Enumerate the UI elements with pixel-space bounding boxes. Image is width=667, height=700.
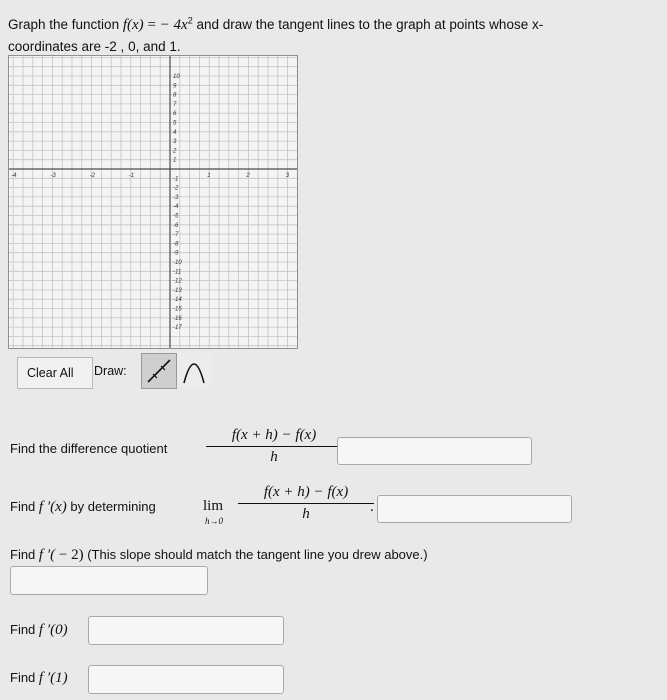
y-tick-label: 8: [173, 92, 177, 99]
difference-quotient-fraction: [206, 427, 342, 466]
limit-numerator: f(x + h) − f(x): [263, 484, 349, 500]
y-tick-label: -11: [173, 269, 182, 276]
q5-find: Find: [10, 670, 36, 685]
y-tick-label: -8: [173, 241, 179, 248]
limit-denominator: h: [302, 506, 310, 522]
y-tick-label: -1: [173, 176, 179, 183]
dq-numerator: f(x + h) − f(x): [231, 427, 317, 443]
q2-fprime: f ′(x): [38, 499, 67, 515]
fprime-1-label: [10, 670, 68, 687]
graph-grid[interactable]: [9, 56, 297, 348]
fprime-0-label: [10, 622, 68, 639]
x-tick-label: -4: [11, 173, 17, 179]
y-tick-label: -17: [173, 325, 182, 332]
y-tick-label: -16: [173, 315, 182, 322]
dq-denominator: h: [270, 449, 278, 465]
q3-note: (This slope should match the tangent line you drew above.): [87, 547, 428, 562]
line-tool-icon: [142, 354, 176, 388]
fprime-neg2-label: [10, 547, 428, 564]
y-tick-label: -5: [173, 213, 179, 220]
x-tick-label: -2: [89, 173, 95, 179]
y-tick-label: -10: [173, 260, 182, 266]
y-tick-label: -7: [173, 232, 179, 239]
q3-find: Find: [10, 547, 36, 562]
q5-fprime: f ′(1): [38, 670, 68, 686]
fprime-neg2-input[interactable]: [10, 566, 208, 595]
clear-all-button[interactable]: Clear All: [17, 357, 93, 389]
limit-fraction: [238, 484, 374, 523]
derivative-input[interactable]: [377, 495, 572, 523]
question-text: [8, 14, 658, 57]
y-tick-label: -13: [173, 287, 182, 294]
y-tick-label: 7: [173, 101, 177, 108]
function-exponent: 2: [187, 15, 193, 26]
line-tool-button[interactable]: [141, 353, 177, 389]
y-tick-label: 4: [173, 129, 177, 136]
limit-symbol: lim: [203, 498, 224, 514]
y-tick-label: -14: [173, 297, 182, 304]
parabola-tool-icon: [177, 353, 211, 387]
x-tick-label: 2: [246, 173, 250, 179]
y-tick-label: -9: [173, 250, 179, 257]
difference-quotient-input[interactable]: [337, 437, 532, 465]
y-tick-label: 10: [173, 74, 180, 80]
fprime-0-input[interactable]: [88, 616, 284, 645]
q2-find: Find: [10, 499, 36, 514]
function-rhs: − 4x: [159, 17, 188, 33]
q3-arg: − 2): [55, 547, 84, 563]
y-tick-label: 9: [173, 83, 177, 90]
y-tick-label: 3: [173, 139, 177, 146]
y-tick-label: -15: [173, 306, 182, 313]
y-tick-label: -4: [173, 204, 179, 211]
q3-fprime: f ′(: [38, 547, 56, 563]
q4-fprime: f ′(0): [38, 622, 68, 638]
limit-period: .: [370, 499, 374, 515]
question-prefix: Graph the function: [8, 17, 120, 32]
question-suffix: and draw the tangent lines to the graph at points whose x-: [196, 17, 544, 32]
y-tick-label: -12: [173, 278, 182, 285]
y-tick-label: -6: [173, 222, 179, 229]
x-tick-label: -1: [128, 173, 135, 179]
difference-quotient-label: Find the difference quotient: [10, 441, 168, 456]
parabola-tool-button[interactable]: [177, 353, 211, 387]
graph-canvas[interactable]: [8, 55, 298, 349]
y-tick-label: 2: [173, 148, 177, 155]
x-tick-label: -3: [50, 173, 56, 179]
y-tick-label: 6: [173, 111, 177, 118]
q2-by-determining: by determining: [70, 499, 156, 514]
q4-find: Find: [10, 622, 36, 637]
question-line2: coordinates are -2 , 0, and 1.: [8, 39, 181, 54]
y-tick-label: 1: [173, 157, 177, 164]
equals-sign: =: [147, 17, 156, 33]
derivative-limit-label: [10, 499, 156, 516]
draw-label: Draw:: [94, 364, 127, 378]
x-tick-label: 1: [207, 173, 211, 179]
y-tick-label: -2: [173, 185, 179, 192]
y-tick-label: -3: [173, 194, 179, 201]
x-tick-label: 3: [285, 173, 289, 179]
function-name: f(x): [122, 17, 144, 33]
fprime-1-input[interactable]: [88, 665, 284, 694]
limit-subscript: h→0: [205, 516, 223, 526]
y-tick-label: 5: [173, 120, 177, 127]
